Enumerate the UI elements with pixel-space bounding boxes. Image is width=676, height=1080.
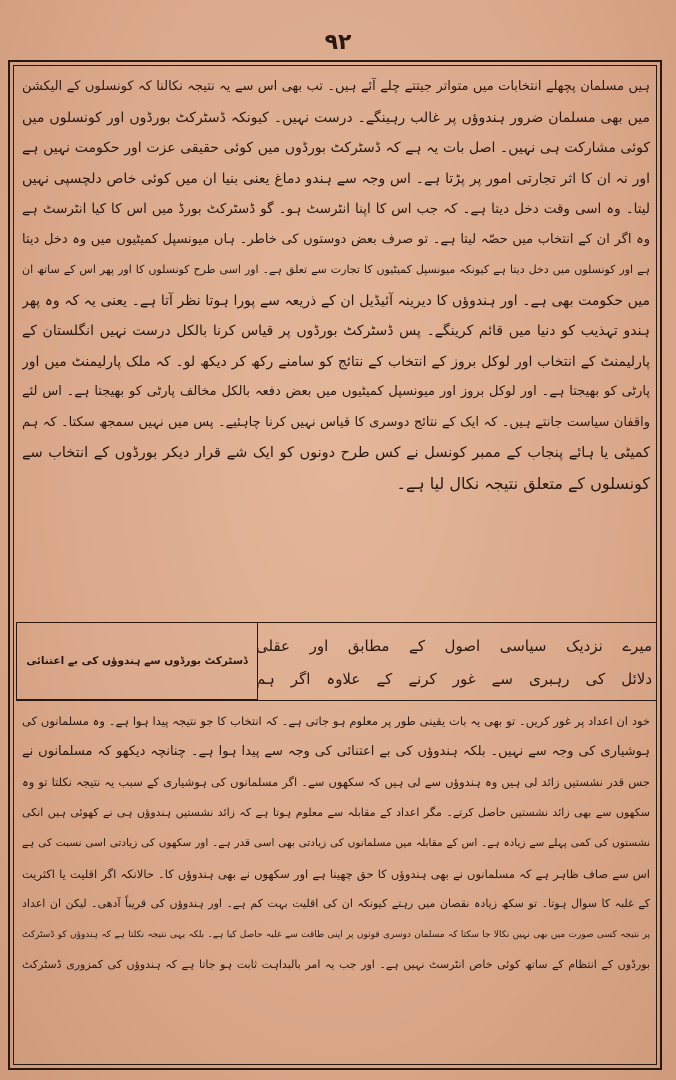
- text-line: نشستوں کی کمی پہلے سے زیادہ ہے۔ اس کے مقابلہ میں مسلمانوں کی زیادتی بھی اسی قدر ہے۔ اور سکھوں کی زیادتی اسی نسبت کی ہے: [22, 837, 650, 849]
- text-line: کمیٹی یا ہائے پنجاب کے ممبر کونسل نے کس طرح دونوں کو ایک شے قرار دیکر بورڈوں کے انتخاب سے: [22, 445, 650, 461]
- text-line: ہے اور کونسلوں میں دخل دیتا ہے کیونکہ میونسپل کمیٹیوں کا تجارت سے تعلق ہے۔ اور اسی طرح کونسلوں کا اور پھر اس کے ساتھ ان: [22, 263, 650, 276]
- text-line: سکھوں سے بھی زائد نشستیں حاصل کرتے۔ مگر اعداد کے مقابلہ سے معلوم ہوتا ہے کہ زائد نشستیں ہندوؤں ہی نے کھوئی ہیں انکی: [22, 805, 650, 819]
- text-line: ہیں مسلمان پچھلے انتخابات میں متواتر جیتتے چلے آئے ہیں۔ تب بھی اس سے یہ نتیجہ نکالنا کہ کونسلوں کے الیکشن: [22, 79, 650, 94]
- text-line: لیتا۔ وہ اسی وقت دخل دیتا ہے۔ کہ جب اس کا اپنا انٹرسٹ ہو۔ گو ڈسٹرکٹ بورڈ میں اس کا کیا انٹرسٹ ہے: [22, 201, 650, 217]
- text-line: پر نتیجہ کسی صورت میں بھی نہیں نکالا جا سکتا کہ مسلمان دوسری قوتوں پر اپنی طاقت سے غلبہ حاصل کیا ہے۔ بلکہ یہی نتیجہ نکلتا ہے کہ ہندوؤں کو ڈسٹرکٹ: [22, 929, 650, 940]
- text-line: میں حکومت بھی ہے۔ اور ہندوؤں کا دیرینہ آئیڈیل ان کے ذریعہ سے پورا ہوتا نظر آتا ہے۔ یعنی یہ کہ وہ پھر: [22, 292, 650, 309]
- section-rule-bottom: [16, 700, 656, 701]
- heading-side-text: [256, 630, 652, 696]
- text-line: پارٹی کو بھیجتا ہے۔ اور لوکل بروز اور میونسپل کمیٹیوں میں بعض دفعہ بالکل مخالف پارٹی کو بھیجتا ہے۔ اس لئے: [22, 384, 650, 399]
- text-line: واقفان سیاست جانتے ہیں۔ کہ ایک کے نتائج دوسری کا قیاس نہیں کرنا چاہئیے۔ پس میں نہیں سمجھ سکتا۔ کہ ہم: [22, 414, 650, 430]
- body-text-top: [22, 72, 650, 499]
- text-line: بورڈوں کے انتظام کے ساتھ کوئی خاص انٹرسٹ نہیں ہے۔ اور جب یہ امر بالبداہت ثابت ہو جاتا ہے کہ ہندوؤں کی کمزوری ڈسٹرکٹ: [22, 958, 650, 971]
- text-line: دلائل کی رہبری سے غور کرنے کے علاوہ اگر ہم: [256, 670, 652, 688]
- text-line: میرے نزدیک سیاسی اصول کے مطابق اور عقلی: [256, 637, 652, 655]
- text-line: ہوشیاری کی وجہ سے نہیں۔ بلکہ ہندوؤں کی بے اعتنائی کی وجہ سے پیدا ہوا ہے۔ چنانچہ دیکھو کہ مسلمانوں نے: [22, 743, 650, 759]
- text-line: ہندو تہذیب کو دنیا میں قائم کرینگے۔ پس ڈسٹرکٹ بورڈوں پر قیاس کرنا بالکل درست نہیں انگلستان کے: [22, 323, 650, 339]
- body-text-bottom: [22, 706, 650, 981]
- text-line: اس سے صاف ظاہر ہے کہ مسلمانوں نے بھی ہندوؤں کا حق چھینا ہے اور سکھوں نے بھی ہندوؤں کا۔ حالانکہ اگر اقلیت یا اکثریت: [22, 866, 650, 881]
- text-line: اور نہ ان کا اثر تجارتی امور پر پڑتا ہے۔ اس وجہ سے ہندو دماغ یعنی بنیا ان میں کوئی خاص دلچسپی نہیں: [22, 170, 650, 187]
- section-heading: ڈسٹرکٹ بورڈوں سے ہندوؤں کی بے اعتنائی: [16, 622, 258, 700]
- text-line: میں بھی مسلمان ضرور ہندوؤں پر غالب رہینگے۔ درست نہیں۔ کیونکہ ڈسٹرکٹ بورڈوں اور کونسلوں میں: [22, 109, 650, 126]
- text-line: کونسلوں کے متعلق نتیجہ نکال لیا ہے۔: [396, 473, 650, 493]
- text-line: وہ اگر ان کے انتخاب میں حصّہ لیتا ہے۔ تو صرف بعض دوستوں کی خاطر۔ ہاں میونسپل کمیٹیوں میں وہ دخل دیتا: [22, 231, 650, 247]
- text-line: جس قدر نشستیں زائد لی ہیں وہ ہندوؤں سے لی ہیں کہ سکھوں سے۔ اگر مسلمانوں کی ہوشیاری کے سبب یہ نتیجہ نکلتا تو وہ: [22, 775, 650, 789]
- text-line: کوئی مشارکت ہی نہیں۔ اصل بات یہ ہے کہ ڈسٹرکٹ بورڈوں میں کوئی حقیقی عزت اور حکومت نہیں ہے: [22, 140, 650, 156]
- text-line: کے غلبہ کا سوال ہوتا۔ تو سکھ زیادہ نقصان میں رہتے کیونکہ ان کی اقلیت بہت کم ہے۔ اور ہندوؤں کی قریباً آدھی۔ لیکن ان اعداد: [22, 897, 650, 910]
- page-number: ۹۲: [324, 30, 352, 55]
- text-line: خود ان اعداد پر غور کریں۔ تو بھی یہ بات یقینی طور پر معلوم ہو جاتی ہے۔ کہ انتخاب کا جو نتیجہ پیدا ہوا ہے۔ وہ مسلمانوں کی: [22, 714, 650, 728]
- text-line: پارلیمنٹ کے انتخاب اور لوکل بروز کے انتخاب کے نتائج کو سامنے رکھ کر دیکھ لو۔ کہ ملک پارلیمنٹ میں اور: [22, 353, 650, 370]
